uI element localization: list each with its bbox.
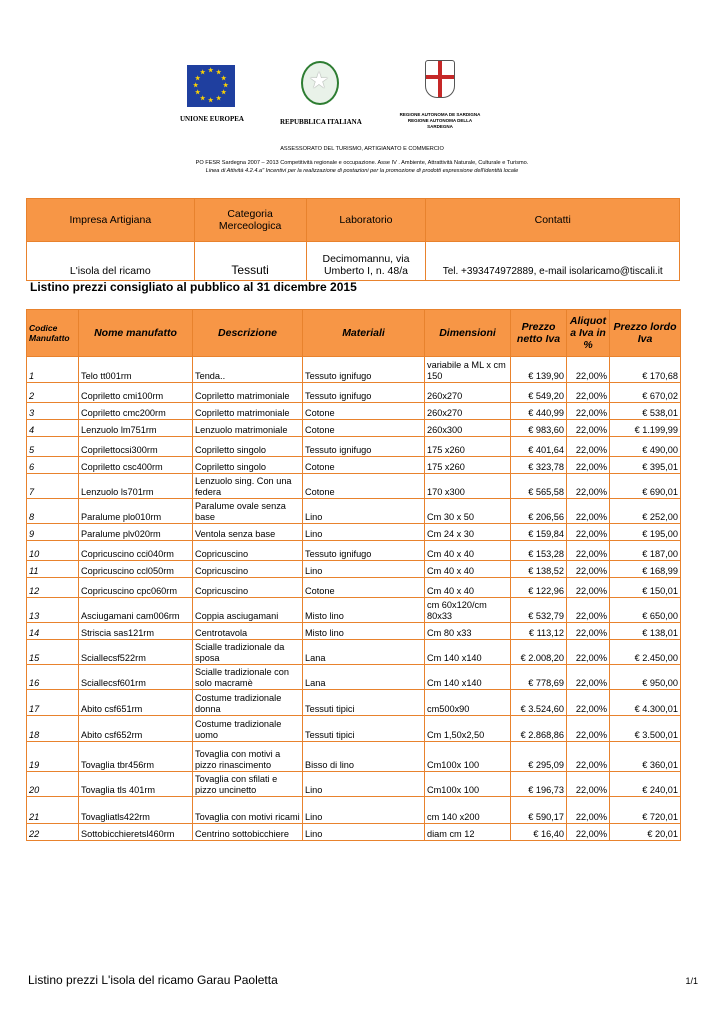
prezzo-netto-cell: € 983,60 [511,420,567,437]
materiali-cell: Cotone [303,474,425,499]
nome-cell: Sottobicchieretsl460rm [79,824,193,841]
nome-cell: Abito csf651rm [79,690,193,716]
materiali-cell: Misto lino [303,598,425,623]
impresa-table [26,198,680,281]
descrizione-cell: Copricuscino [193,541,303,561]
categoria-value: Tessuti [194,242,306,281]
prezzo-lordo-cell: € 490,00 [610,437,681,457]
logos-bar [0,58,724,128]
table-row [27,797,681,824]
nome-header: Nome manufatto [79,310,193,357]
aliquota-cell: 22,00% [567,665,610,690]
materiali-cell: Lino [303,772,425,797]
laboratorio-header: Laboratorio [306,199,426,242]
assessorato-line: ASSESSORATO DEL TURISMO, ARTIGIANATO E COMMERCIO [280,146,444,152]
prezzo-netto-cell: € 139,90 [511,357,567,383]
prezzo-lordo-cell: € 690,01 [610,474,681,499]
materiali-cell: Tessuti tipici [303,690,425,716]
descrizione-cell: Ventola senza base [193,524,303,541]
dimensioni-cell: Cm 1,50x2,50 [425,716,511,742]
aliquota-cell: 22,00% [567,797,610,824]
descrizione-cell: Centrotavola [193,623,303,640]
nome-cell: Lenzuolo lm751rm [79,420,193,437]
prezzo-netto-cell: € 2.008,20 [511,640,567,665]
codice-cell: 17 [27,690,79,716]
codice-cell: 14 [27,623,79,640]
nome-cell: Sciallecsf522rm [79,640,193,665]
prezzo-netto-cell: € 206,56 [511,499,567,524]
prezzo-lordo-cell: € 20,01 [610,824,681,841]
prezzo-netto-cell: € 565,58 [511,474,567,499]
materiali-header: Materiali [303,310,425,357]
laboratorio-value: Decimomannu, via Umberto I, n. 48/a [306,242,426,281]
prezzo-lordo-cell: € 240,01 [610,772,681,797]
table-row [27,457,681,474]
dimensioni-cell: cm 140 x200 [425,797,511,824]
table-row [27,716,681,742]
dimensioni-cell: 260x300 [425,420,511,437]
codice-cell: 20 [27,772,79,797]
codice-cell: 8 [27,499,79,524]
table-row [27,561,681,578]
nome-cell: Coprilettocsi300rm [79,437,193,457]
ri-caption: REPUBBLICA ITALIANA [280,118,362,126]
descrizione-cell: Copricuscino [193,561,303,578]
dimensioni-cell: cm500x90 [425,690,511,716]
codice-cell: 11 [27,561,79,578]
dimensioni-cell: 175 x260 [425,437,511,457]
descrizione-cell: Coppia asciugamani [193,598,303,623]
table-row [27,420,681,437]
impresa-value: L'isola del ricamo [27,242,195,281]
prezzo-netto-cell: € 401,64 [511,437,567,457]
prezzo-lordo-cell: € 2.450,00 [610,640,681,665]
nome-cell: Asciugamani cam006rm [79,598,193,623]
aliquota-cell: 22,00% [567,561,610,578]
aliquota-cell: 22,00% [567,742,610,772]
prezzo-netto-cell: € 196,73 [511,772,567,797]
table-row [27,437,681,457]
table-row [27,541,681,561]
aliquota-cell: 22,00% [567,578,610,598]
codice-cell: 13 [27,598,79,623]
prezzo-lordo-cell: € 538,01 [610,403,681,420]
descrizione-cell: Copriletto singolo [193,457,303,474]
prezzo-lordo-cell: € 170,68 [610,357,681,383]
nome-cell: Telo tt001rm [79,357,193,383]
eu-caption: UNIONE EUROPEA [180,115,244,123]
aliquota-header: Aliquot a Iva in % [567,310,610,357]
nome-cell: Tovaglia tls 401rm [79,772,193,797]
prezzo-lordo-cell: € 150,01 [610,578,681,598]
prezzo-lordo-cell: € 720,01 [610,797,681,824]
dimensioni-cell: Cm100x 100 [425,742,511,772]
materiali-cell: Lana [303,640,425,665]
aliquota-cell: 22,00% [567,403,610,420]
descrizione-cell: Scialle tradizionale da sposa [193,640,303,665]
table-row [27,772,681,797]
table-row [27,623,681,640]
dimensioni-cell: Cm100x 100 [425,772,511,797]
descrizione-cell: Tenda.. [193,357,303,383]
codice-cell: 18 [27,716,79,742]
descrizione-cell: Tovaglia con motivi a pizzo rinascimento [193,742,303,772]
nome-cell: Sciallecsf601rm [79,665,193,690]
impresa-values-row [27,242,680,281]
descrizione-cell: Costume tradizionale uomo [193,716,303,742]
descrizione-cell: Copriletto matrimoniale [193,383,303,403]
listino-header-row [27,310,681,357]
table-row [27,383,681,403]
materiali-cell: Cotone [303,457,425,474]
dimensioni-cell: 170 x300 [425,474,511,499]
prezzo-lordo-cell: € 187,00 [610,541,681,561]
prezzo-netto-cell: € 778,69 [511,665,567,690]
table-row [27,524,681,541]
materiali-cell: Tessuto ignifugo [303,383,425,403]
descrizione-header: Descrizione [193,310,303,357]
descrizione-cell: Centrino sottobicchiere [193,824,303,841]
prezzo-netto-cell: € 549,20 [511,383,567,403]
descrizione-cell: Copriletto singolo [193,437,303,457]
prezzo-netto-cell: € 159,84 [511,524,567,541]
prezzo-netto-cell: € 3.524,60 [511,690,567,716]
prezzo-lordo-cell: € 670,02 [610,383,681,403]
dimensioni-cell: Cm 140 x140 [425,640,511,665]
eu-flag-icon: ★ ★ ★ ★ ★ ★ ★ ★ ★ ★ ★ ★ [187,65,235,107]
dimensioni-cell: Cm 40 x 40 [425,578,511,598]
prezzo-lordo-cell: € 138,01 [610,623,681,640]
aliquota-cell: 22,00% [567,383,610,403]
impresa-header: Impresa Artigiana [27,199,195,242]
descrizione-cell: Scialle tradizionale con solo macramè [193,665,303,690]
dimensioni-cell: Cm 40 x 40 [425,541,511,561]
nome-cell: Copriletto cmc200rm [79,403,193,420]
table-row [27,403,681,420]
footer-text: Listino prezzi L'isola del ricamo Garau Paoletta [28,973,278,987]
linea-attivita-line: Linea di Attività 4.2.4.a" Incentivi per la realizzazione di postazioni per la promozione di prodotti espressione dell'identità locale [205,168,519,174]
aliquota-cell: 22,00% [567,824,610,841]
table-row [27,824,681,841]
materiali-cell: Lino [303,561,425,578]
prezzo-netto-cell: € 16,40 [511,824,567,841]
codice-cell: 7 [27,474,79,499]
descrizione-cell: Costume tradizionale donna [193,690,303,716]
prezzo-netto-cell: € 295,09 [511,742,567,772]
prezzo-lordo-cell: € 252,00 [610,499,681,524]
table-row [27,499,681,524]
aliquota-cell: 22,00% [567,499,610,524]
descrizione-cell: Copricuscino [193,578,303,598]
materiali-cell: Tessuto ignifugo [303,437,425,457]
aliquota-cell: 22,00% [567,457,610,474]
dimensioni-cell: Cm 30 x 50 [425,499,511,524]
table-row [27,665,681,690]
materiali-cell: Misto lino [303,623,425,640]
codice-cell: 22 [27,824,79,841]
table-row [27,690,681,716]
dimensioni-cell: Cm 40 x 40 [425,561,511,578]
prezzo-netto-cell: € 153,28 [511,541,567,561]
ras-logo [395,58,485,130]
aliquota-cell: 22,00% [567,474,610,499]
prezzo-lordo-cell: € 4.300,01 [610,690,681,716]
prezzo-lordo-cell: € 650,00 [610,598,681,623]
table-row [27,474,681,499]
contatti-value: Tel. +393474972889, e-mail isolaricamo@tiscali.it [426,242,680,281]
prezzo-netto-cell: € 323,78 [511,457,567,474]
dimensioni-cell: 260x270 [425,383,511,403]
aliquota-cell: 22,00% [567,541,610,561]
po-fesr-line: PO FESR Sardegna 2007 – 2013 Competitività regionale e occupazione. Asse IV . Ambiente, Attrattività Naturale, Culturale e Turismo. [195,160,529,166]
dimensioni-cell: 175 x260 [425,457,511,474]
eu-logo [180,58,242,123]
materiali-cell: Lino [303,524,425,541]
nome-cell: Copricuscino ccl050rm [79,561,193,578]
prezzo-netto-cell: € 532,79 [511,598,567,623]
dimensioni-header: Dimensioni [425,310,511,357]
impresa-header-row [27,199,680,242]
nome-cell: Paralume plo010rm [79,499,193,524]
codice-cell: 2 [27,383,79,403]
codice-header: Codice Manufatto [27,310,79,357]
materiali-cell: Tessuto ignifugo [303,541,425,561]
nome-cell: Paralume plv020rm [79,524,193,541]
prezzo-lordo-cell: € 3.500,01 [610,716,681,742]
ri-logo [280,58,360,126]
codice-cell: 1 [27,357,79,383]
aliquota-cell: 22,00% [567,524,610,541]
descrizione-cell: Paralume ovale senza base [193,499,303,524]
contatti-header: Contatti [426,199,680,242]
codice-cell: 21 [27,797,79,824]
prezzo-netto-cell: € 113,12 [511,623,567,640]
dimensioni-cell: diam cm 12 [425,824,511,841]
nome-cell: Tovaglia tbr456rm [79,742,193,772]
table-row [27,357,681,383]
aliquota-cell: 22,00% [567,716,610,742]
page-number: 1/1 [685,976,698,986]
nome-cell: Copriletto cmi100rm [79,383,193,403]
codice-cell: 15 [27,640,79,665]
nome-cell: Copriletto csc400rm [79,457,193,474]
nome-cell: Striscia sas121rm [79,623,193,640]
aliquota-cell: 22,00% [567,437,610,457]
prezzo-netto-cell: € 440,99 [511,403,567,420]
aliquota-cell: 22,00% [567,640,610,665]
descrizione-cell: Tovaglia con motivi ricami [193,797,303,824]
materiali-cell: Lino [303,499,425,524]
sardinia-shield-icon [425,60,455,98]
prezzo-lordo-cell: € 168,99 [610,561,681,578]
materiali-cell: Cotone [303,578,425,598]
materiali-cell: Lino [303,824,425,841]
aliquota-cell: 22,00% [567,357,610,383]
dimensioni-cell: variabile a ML x cm 150 [425,357,511,383]
codice-cell: 4 [27,420,79,437]
aliquota-cell: 22,00% [567,420,610,437]
table-row [27,742,681,772]
dimensioni-cell: 260x270 [425,403,511,420]
italian-emblem-icon [301,61,339,105]
materiali-cell: Tessuti tipici [303,716,425,742]
prezzo-lordo-header: Prezzo lordo Iva [610,310,681,357]
prezzo-lordo-cell: € 1.199,99 [610,420,681,437]
listino-body [27,357,681,841]
prezzo-netto-cell: € 2.868,86 [511,716,567,742]
descrizione-cell: Tovaglia con sfilati e pizzo uncinetto [193,772,303,797]
codice-cell: 6 [27,457,79,474]
codice-cell: 9 [27,524,79,541]
ras-caption-2: REGIONE AUTONOMA DELLA SARDEGNA [407,118,473,129]
descrizione-cell: Lenzuolo matrimoniale [193,420,303,437]
nome-cell: Abito csf652rm [79,716,193,742]
dimensioni-cell: Cm 24 x 30 [425,524,511,541]
prezzo-lordo-cell: € 360,01 [610,742,681,772]
codice-cell: 19 [27,742,79,772]
dimensioni-cell: Cm 80 x33 [425,623,511,640]
materiali-cell: Lino [303,797,425,824]
materiali-cell: Cotone [303,420,425,437]
codice-cell: 3 [27,403,79,420]
dimensioni-cell: Cm 140 x140 [425,665,511,690]
table-row [27,598,681,623]
descrizione-cell: Lenzuolo sing. Con una federa [193,474,303,499]
ras-caption-1: REGIONE AUTONOMA DE SARDIGNA [399,112,481,117]
nome-cell: Lenzuolo ls701rm [79,474,193,499]
dimensioni-cell: cm 60x120/cm 80x33 [425,598,511,623]
prezzo-lordo-cell: € 395,01 [610,457,681,474]
aliquota-cell: 22,00% [567,772,610,797]
prezzo-netto-header: Prezzo netto Iva [511,310,567,357]
materiali-cell: Tessuto ignifugo [303,357,425,383]
nome-cell: Tovagliatls422rm [79,797,193,824]
materiali-cell: Cotone [303,403,425,420]
table-row [27,640,681,665]
aliquota-cell: 22,00% [567,690,610,716]
descrizione-cell: Copriletto matrimoniale [193,403,303,420]
aliquota-cell: 22,00% [567,598,610,623]
nome-cell: Copricuscino cpc060rm [79,578,193,598]
codice-cell: 10 [27,541,79,561]
table-row [27,578,681,598]
prezzo-netto-cell: € 590,17 [511,797,567,824]
codice-cell: 12 [27,578,79,598]
prezzo-lordo-cell: € 195,00 [610,524,681,541]
listino-subtitle: Listino prezzi consigliato al pubblico al 31 dicembre 2015 [30,280,357,294]
prezzo-lordo-cell: € 950,00 [610,665,681,690]
codice-cell: 16 [27,665,79,690]
materiali-cell: Bisso di lino [303,742,425,772]
listino-table [26,309,681,841]
nome-cell: Copricuscino cci040rm [79,541,193,561]
prezzo-netto-cell: € 122,96 [511,578,567,598]
codice-cell: 5 [27,437,79,457]
aliquota-cell: 22,00% [567,623,610,640]
prezzo-netto-cell: € 138,52 [511,561,567,578]
categoria-header: Categoria Merceologica [194,199,306,242]
materiali-cell: Lana [303,665,425,690]
